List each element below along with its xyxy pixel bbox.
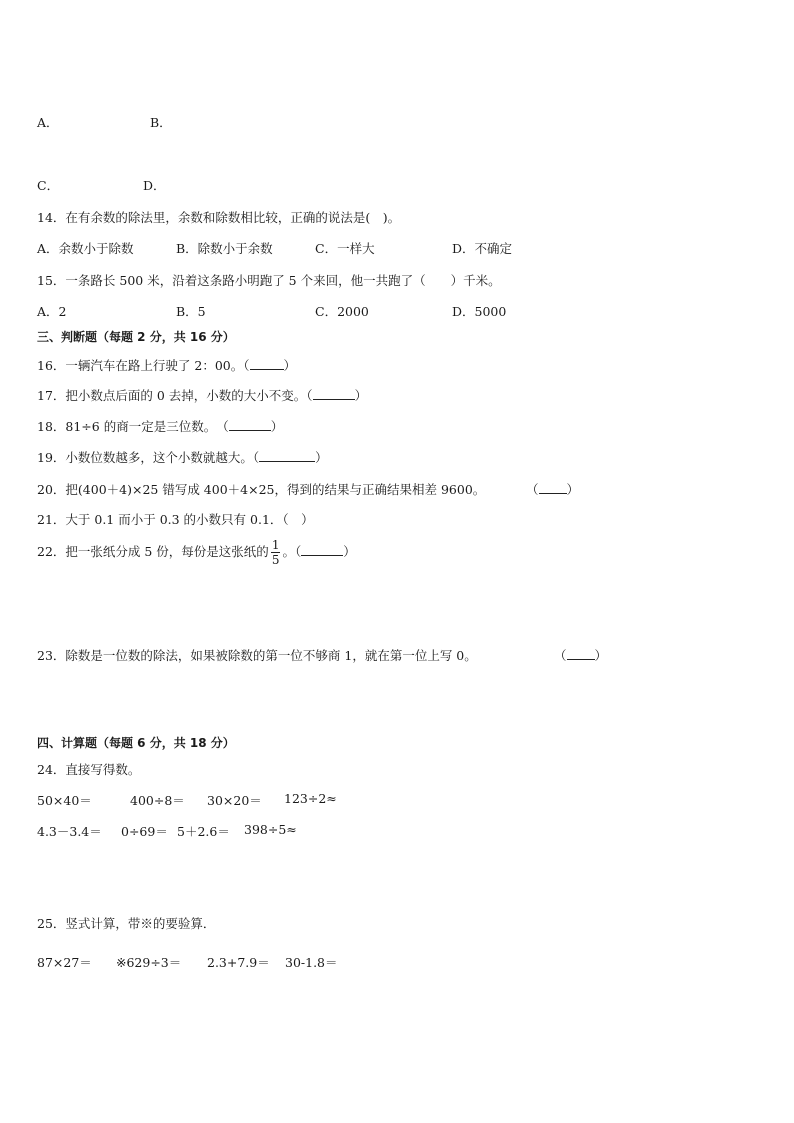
q15-option-c: C．2000 [315, 304, 369, 319]
fraction-one-fifth [271, 538, 281, 567]
q18-text: 18．81÷6 的商一定是三位数。 （ [37, 419, 229, 434]
answer-blank[interactable] [539, 481, 567, 494]
q25-item: 30-1.8＝ [285, 955, 338, 970]
q22-text: 22．把一张纸分成 5 份，每份是这张纸的 [37, 544, 269, 559]
q18 [37, 417, 283, 435]
q14-option-a: A．余数小于除数 [37, 241, 134, 256]
q24-item: 5＋2.6＝ [177, 824, 230, 839]
q20-open: （ [526, 482, 539, 497]
q15-option-b: B．5 [176, 304, 206, 319]
answer-blank[interactable] [229, 418, 271, 431]
q16-text: 16．一辆汽车在路上行驶了 2：00。（ [37, 358, 250, 373]
q20-text: 20．把(400＋4)×25 错写成 400＋4×25，得到的结果与正确结果相差 9600。 [37, 482, 486, 497]
q22 [37, 538, 356, 567]
q15-option-a: A．2 [37, 304, 67, 319]
q22-close: ） [343, 544, 356, 559]
q19-close: ） [315, 450, 328, 465]
q23 [37, 646, 477, 664]
section-3-title: 三、判断题（每题 2 分，共 16 分） [37, 330, 235, 344]
q19-text: 19．小数位数越多，这个小数就越大。（ [37, 450, 260, 465]
q13-option-a: A． [37, 115, 59, 130]
q24-item: 0÷69＝ [121, 824, 168, 839]
fraction-denominator: 5 [271, 553, 280, 567]
q24-item: 398÷5≈ [244, 822, 297, 837]
q16-close: ） [283, 358, 297, 373]
q17-close: ） [354, 388, 368, 403]
q15-stem: 15．一条路长 500 米，沿着这条路小明跑了 5 个来回，他一共跑了（ ）千米。 [37, 273, 501, 288]
answer-blank[interactable] [250, 357, 284, 370]
q24-item: 50×40＝ [37, 793, 92, 808]
answer-blank[interactable] [259, 449, 315, 462]
q23-open: （ [554, 648, 567, 663]
q25-item: 2.3+7.9＝ [207, 955, 270, 970]
q24-item: 400÷8＝ [130, 793, 185, 808]
q24-stem: 24．直接写得数。 [37, 762, 141, 777]
section-4-title: 四、计算题（每题 6 分，共 18 分） [37, 736, 235, 750]
q25-stem: 25．竖式计算，带※的要验算． [37, 916, 216, 931]
q14-option-d: D．不确定 [452, 241, 513, 256]
answer-blank[interactable] [301, 543, 343, 556]
answer-blank[interactable] [313, 387, 355, 400]
q20-answer [526, 480, 579, 498]
answer-blank[interactable] [567, 647, 595, 660]
q23-text: 23．除数是一位数的除法，如果被除数的第一位不够商 1，就在第一位上写 0。 [37, 648, 477, 663]
q15-option-d: D．5000 [452, 304, 507, 319]
q13-option-b: B． [150, 115, 172, 130]
q22-tail: 。（ [282, 544, 302, 559]
q14-option-c: C．一样大 [315, 241, 375, 256]
q13-option-c: C． [37, 178, 60, 193]
q25-item: 87×27＝ [37, 955, 92, 970]
q23-close: ） [594, 648, 608, 663]
q24-item: 123÷2≈ [284, 791, 337, 806]
q17 [37, 386, 367, 404]
q24-item: 4.3－3.4＝ [37, 824, 102, 839]
fraction-numerator: 1 [271, 538, 280, 552]
q24-item: 30×20＝ [207, 793, 262, 808]
q19 [37, 448, 328, 466]
q17-text: 17．把小数点后面的 0 去掉，小数的大小不变。（ [37, 388, 313, 403]
q14-stem: 14．在有余数的除法里，余数和除数相比较，正确的说法是( )。 [37, 210, 401, 225]
q18-close: ） [270, 419, 284, 434]
q16 [37, 356, 296, 374]
q14-option-b: B．除数小于余数 [176, 241, 273, 256]
q20-close: ） [566, 482, 580, 497]
q23-answer [554, 646, 607, 664]
q21: 21．大于 0.1 而小于 0.3 的小数只有 0.1．（ ） [37, 512, 314, 527]
q20 [37, 480, 485, 498]
q25-item: ※629÷3＝ [116, 955, 182, 970]
q13-option-d: D． [143, 178, 166, 193]
